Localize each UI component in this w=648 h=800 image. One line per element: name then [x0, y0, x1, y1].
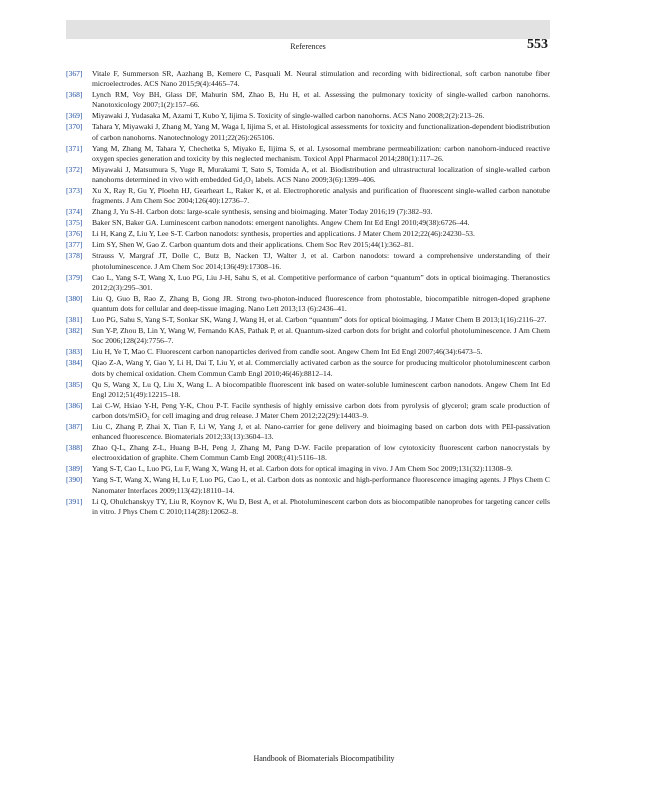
reference-number[interactable]: [373] — [66, 186, 83, 196]
reference-text: Qu S, Wang X, Lu Q, Liu X, Wang L. A biocompatible fluorescent ink based on water-soluble luminescent carbon nanodots. Angew Chem Int Ed Engl 2012;51(49):12215–18. — [92, 379, 550, 399]
reference-number[interactable]: [378] — [66, 251, 83, 261]
reference-text: Miyawaki J, Yudasaka M, Azami T, Kubo Y, Iijima S. Toxicity of single-walled carbon nanohorns. ACS Nano 2008;2(2):213–26. — [92, 111, 485, 121]
running-header — [66, 37, 550, 54]
reference-number[interactable]: [386] — [66, 400, 83, 410]
reference-item — [66, 122, 550, 142]
reference-item — [66, 464, 550, 474]
reference-text: Sun Y-P, Zhou B, Lin Y, Wang W, Fernando KAS, Pathak P, et al. Quantum-sized carbon dots for bright and colorful photoluminescence. J Am Chem Soc 2006;128(24):7756–7. — [92, 326, 550, 346]
reference-number[interactable]: [382] — [66, 326, 83, 336]
page-number: 553 — [527, 37, 548, 52]
reference-item — [66, 229, 550, 239]
reference-number[interactable]: [369] — [66, 111, 83, 121]
reference-text: Lim SY, Shen W, Gao Z. Carbon quantum dots and their applications. Chem Soc Rev 2015;44(1):362–81. — [92, 240, 414, 250]
reference-text: Liu Q, Guo B, Rao Z, Zhang B, Gong JR. Strong two-photon-induced fluorescence from photostable, biocompatible nitrogen-doped graphene quantum dots for cellular and deep-tissue imaging. Nano Lett 2013;13 (6):2436–41. — [92, 293, 550, 314]
reference-number[interactable]: [390] — [66, 475, 83, 485]
reference-number[interactable]: [368] — [66, 90, 83, 100]
reference-number[interactable]: [375] — [66, 218, 83, 228]
reference-number[interactable]: [391] — [66, 496, 83, 506]
reference-item — [66, 273, 550, 293]
reference-item — [66, 218, 550, 228]
reference-item — [66, 251, 550, 271]
reference-item — [66, 422, 550, 442]
reference-number[interactable]: [371] — [66, 143, 83, 153]
reference-text: Lynch RM, Voy BH, Glass DF, Mahurin SM, Zhao B, Hu H, et al. Assessing the pulmonary toxicity of single-walled carbon nanohorns. Nanotoxicology 2007;1(2):157–66. — [92, 90, 550, 110]
reference-text: Lai C-W, Hsiao Y-H, Peng Y-K, Chou P-T. Facile synthesis of highly emissive carbon dots from pyrolysis of glycerol; gram scale production of carbon dots/mSiO₂ for cell imaging and drug release. J Mater Chem 2012;22(29):14403–9. — [92, 400, 550, 420]
reference-item — [66, 294, 550, 314]
reference-item — [66, 326, 550, 346]
reference-item — [66, 90, 550, 110]
reference-number[interactable]: [367] — [66, 69, 83, 78]
reference-text: Li Q, Ohulchanskyy TY, Liu R, Koynov K, Wu D, Best A, et al. Photoluminescent carbon dots as biocompatible nanoprobes for targeting cancer cells in vitro. J Phys Chem C 2010;114(28):12062–8. — [92, 496, 550, 516]
reference-item — [66, 144, 550, 164]
reference-item — [66, 443, 550, 463]
running-title: References — [290, 42, 326, 51]
reference-item — [66, 207, 550, 217]
reference-number[interactable]: [387] — [66, 421, 83, 431]
reference-item — [66, 111, 550, 121]
reference-number[interactable]: [383] — [66, 347, 83, 357]
reference-item — [66, 475, 550, 495]
reference-item — [66, 240, 550, 250]
header-bar — [66, 20, 550, 39]
reference-number[interactable]: [388] — [66, 443, 83, 453]
reference-text: Yang S-T, Cao L, Luo PG, Lu F, Wang X, Wang H, et al. Carbon dots for optical imaging in vivo. J Am Chem Soc 2009;131(32):11308–9. — [92, 464, 513, 474]
reference-item — [66, 186, 550, 206]
reference-number[interactable]: [370] — [66, 122, 83, 132]
reference-text: Strauss V, Margraf JT, Dolle C, Butz B, Nacken TJ, Walter J, et al. Carbon nanodots: toward a comprehensive understanding of their photoluminescence. J Am Chem Soc 2014;136(49):17308–16. — [92, 251, 550, 271]
reference-item — [66, 401, 550, 421]
reference-number[interactable]: [376] — [66, 229, 83, 239]
reference-text: Vitale F, Summerson SR, Aazhang B, Kemere C, Pasquali M. Neural stimulation and recording with bidirectional, soft carbon nanotube fiber microelectrodes. ACS Nano 2015;9(4):4465–74. — [92, 69, 550, 89]
reference-item — [66, 358, 550, 378]
reference-number[interactable]: [377] — [66, 240, 83, 250]
reference-text: Zhao Q-L, Zhang Z-L, Huang B-H, Peng J, Zhang M, Pang D-W. Facile preparation of low cytotoxicity fluorescent carbon nanocrystals by electrooxidation of graphite. Chem Commun Camb Engl 2008;(41):5116–18. — [92, 443, 550, 463]
reference-number[interactable]: [380] — [66, 293, 83, 303]
reference-text: Miyawaki J, Matsumura S, Yuge R, Murakami T, Sato S, Tomida A, et al. Biodistribution and ultrastructural localization of single-walled carbon nanohorns determined in vivo with embedded Gd₂O₃ labels. ACS Nano 2009;3(6):1399–406. — [92, 164, 550, 185]
reference-text: Yang S-T, Wang X, Wang H, Lu F, Luo PG, Cao L, et al. Carbon dots as nontoxic and high-performance fluorescence imaging agents. J Phys Chem C Nanomater Interfaces 2009;113(42):18110–14. — [92, 475, 550, 495]
reference-number[interactable]: [372] — [66, 164, 83, 174]
book-title: Handbook of Biomaterials Biocompatibility — [253, 754, 395, 763]
reference-number[interactable]: [384] — [66, 358, 83, 368]
reference-item — [66, 497, 550, 517]
reference-item — [66, 347, 550, 357]
reference-number[interactable]: [385] — [66, 379, 83, 389]
reference-number[interactable]: [381] — [66, 315, 83, 325]
reference-text: Luo PG, Sahu S, Yang S-T, Sonkar SK, Wang J, Wang H, et al. Carbon “quantum” dots for optical bioimaging. J Mater Chem B 2013;1(16):2116–27. — [92, 315, 547, 325]
reference-text: Qiao Z-A, Wang Y, Gao Y, Li H, Dai T, Liu Y, et al. Commercially activated carbon as the source for producing multicolor photoluminescent carbon dots by chemical oxidation. Chem Commun Camb Engl 2010;46(46):8812–14. — [92, 358, 550, 378]
reference-item — [66, 315, 550, 325]
reference-item — [66, 69, 550, 89]
reference-item — [66, 380, 550, 400]
reference-text: Baker SN, Baker GA. Luminescent carbon nanodots: emergent nanolights. Angew Chem Int Ed Engl 2010;49(38):6726–44. — [92, 218, 470, 228]
reference-number[interactable]: [379] — [66, 272, 83, 282]
reference-text: Liu C, Zhang P, Zhai X, Tian F, Li W, Yang J, et al. Nano-carrier for gene delivery and bioimaging based on carbon dots with PEI-passivation enhanced fluorescence. Biomaterials 2012;33(13):3604–13. — [92, 421, 550, 442]
reference-text: Cao L, Yang S-T, Wang X, Luo PG, Liu J-H, Sahu S, et al. Competitive performance of carbon “quantum” dots in optical bioimaging. Theranostics 2012;2(3):295–301. — [92, 272, 550, 292]
reference-text: Tahara Y, Miyawaki J, Zhang M, Yang M, Waga I, Iijima S, et al. Histological assessments for toxicity and functionalization-dependent biodistribution of carbon nanohorns. Nanotechnology 2011;22(26):265106. — [92, 122, 550, 142]
reference-number[interactable]: [374] — [66, 207, 83, 217]
reference-text: Yang M, Zhang M, Tahara Y, Chechetka S, Miyako E, Iijima S, et al. Lysosomal membrane permeabilization: carbon nanohorn-induced reactive oxygen species generation and toxicity by this neglected mechanism. Toxicol Appl Pharmacol 2014;280(1):117–26. — [92, 143, 550, 163]
reference-text: Xu X, Ray R, Gu Y, Ploehn HJ, Gearheart L, Raker K, et al. Electrophoretic analysis and purification of fluorescent single-walled carbon nanotube fragments. J Am Chem Soc 2004;126(40):12736–7. — [92, 186, 550, 206]
reference-list — [66, 69, 550, 518]
reference-item — [66, 165, 550, 185]
reference-number[interactable]: [389] — [66, 464, 83, 474]
reference-text: Liu H, Ye T, Mao C. Fluorescent carbon nanoparticles derived from candle soot. Angew Chem Int Ed Engl 2007;46(34):6473–5. — [92, 347, 483, 357]
reference-text: Li H, Kang Z, Liu Y, Lee S-T. Carbon nanodots: synthesis, properties and applications. J Mater Chem 2012;22(46):24230–53. — [92, 229, 475, 239]
reference-text: Zhang J, Yu S-H. Carbon dots: large-scale synthesis, sensing and bioimaging. Mater Today 2016;19 (7):382–93. — [92, 207, 433, 217]
